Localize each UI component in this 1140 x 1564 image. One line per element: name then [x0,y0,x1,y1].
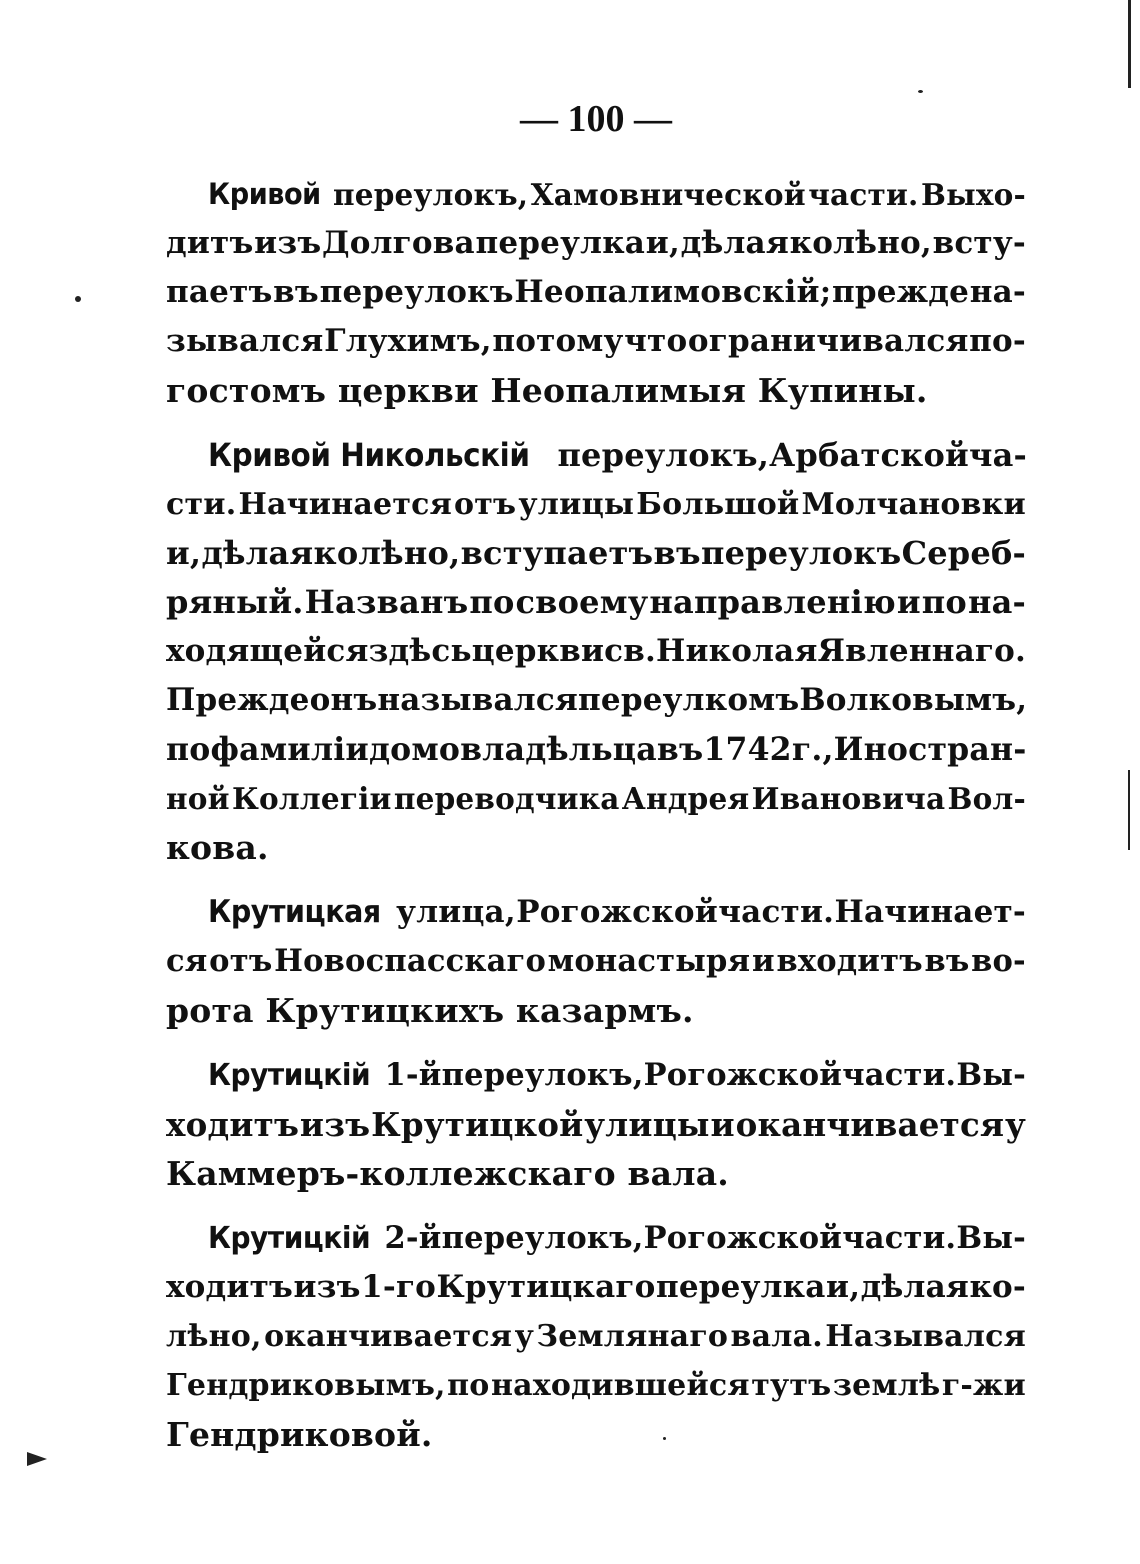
word: Волковымъ, [799,682,1028,718]
word: вала. [730,1319,823,1354]
word: части. [718,894,835,930]
word: фамиліи [210,731,369,768]
entry-line [166,219,1026,268]
entry-line-text: рота Крутицкихъ казармъ. [166,991,694,1030]
word: Глухимъ, [324,323,492,359]
word: Большой [636,487,800,522]
word: Крутицкаго [436,1269,656,1305]
word: ной [166,781,230,816]
entry-headword: Крутицкій [208,1058,371,1093]
word: лѣно, [166,1319,262,1354]
word: 1-го [361,1269,437,1305]
word: направленію [649,583,896,621]
word: дѣлая [680,225,789,261]
word: что [624,323,688,359]
word: находившейся [490,1368,750,1403]
entry-line [166,823,1026,872]
entry-headword: Кривой [208,177,321,211]
word: въ [924,943,970,979]
word: переулокъ, [441,1220,644,1256]
word: Землянаго [536,1319,729,1354]
word: части. [842,1057,957,1093]
word: по [469,583,515,621]
word: Явленнаго. [817,633,1026,669]
entry-line [166,676,1026,725]
word: и [896,583,921,621]
entry-line-text: гостомъ церкви Неопалимыя Купины. [166,371,928,410]
entry-line [166,578,1026,627]
word: домовладѣльца [368,731,657,768]
entry-first-line [166,1051,1026,1100]
word: изъ [254,225,322,261]
word: въ [653,534,701,572]
word: своему [515,583,649,621]
entry-first-line [166,1214,1026,1263]
word: Выхо- [920,177,1026,212]
word: по [447,1368,490,1403]
word: ходящейся [166,633,369,669]
word: во- [971,943,1026,979]
word: Крутицкой [371,1105,584,1144]
entry-krivoy-nikolsky [166,431,1026,872]
word: переулокъ [700,534,902,572]
word: переулка [655,1269,826,1305]
entry-krutitskaya [166,888,1026,1035]
word: 2-й [384,1220,442,1256]
word: ходитъ [166,1269,294,1305]
word: паетъ [166,274,273,310]
word: отъ [209,943,273,979]
entry-first-line [166,170,1026,219]
entry-krutitsky-1 [166,1051,1026,1198]
word: дѣлая [860,1269,969,1305]
word: 1-й [384,1057,442,1093]
word: улицы [518,487,635,522]
word: на- [967,583,1026,621]
entry-krutitsky-2 [166,1214,1026,1459]
word: сти. [166,487,237,522]
word: по [921,583,967,621]
word: Прежде [166,682,310,718]
word: ча- [968,436,1028,474]
entry-headword: Кривой Никольскій [208,436,530,474]
word: г-жи [941,1368,1026,1403]
entry-first-line [166,431,1026,480]
word: Назывался [825,1319,1026,1354]
word: землѣ [832,1368,941,1403]
entry-line [166,725,1026,774]
word: дѣлая [201,534,314,572]
page-corner-mark-icon [27,1452,47,1466]
word: Рогожской [643,1057,843,1093]
entry-headword: Крутицкій [208,1221,371,1256]
entry-line [166,627,1026,676]
word: Рогожской [643,1220,843,1256]
text-column [166,170,1026,1475]
word: переулокъ, [557,436,770,474]
word: и [751,943,775,979]
entry-line [166,937,1026,986]
entry-line [166,366,1026,415]
word: и, [645,225,680,261]
word: переулокъ [319,274,514,310]
word: по- [969,323,1026,359]
entry-line [166,317,1026,366]
entry-line [166,1361,1026,1410]
word: Хамовнической [530,177,806,212]
word: Начинается [238,487,452,522]
word: потому [492,323,624,359]
word: Вы- [956,1220,1026,1256]
word: Гендриковымъ, [166,1368,446,1403]
word: онъ [309,682,378,718]
word: Рогожской [516,894,718,930]
entry-line [166,529,1026,578]
word: 1742 [703,731,792,768]
word: колѣно, [789,225,932,261]
word: ходитъ [166,1105,300,1144]
word: по [166,731,211,768]
word: вступаетъ [460,534,654,572]
scan-edge-line [1128,770,1130,850]
word: Ивановича [751,781,946,816]
entry-first-line [166,888,1026,937]
word: тутъ [751,1368,832,1403]
entry-line [166,1410,1026,1459]
word: г., [791,731,834,768]
word: монастыря [547,943,751,979]
word: Арбатской [769,436,969,474]
word: отъ [454,487,517,522]
word: переулокъ, [441,1057,644,1093]
entry-line [166,986,1026,1035]
entry-line [166,480,1026,529]
entry-line [166,1263,1026,1312]
word: Николая [655,633,818,669]
entry-krivoy [166,170,1026,415]
word: Долгова [321,225,475,261]
word: переулокъ, [332,177,529,212]
word: зывался [166,323,324,359]
entry-line [166,1100,1026,1149]
scan-speck [918,90,923,93]
word: Сереб- [901,534,1026,572]
word: здѣсь [368,633,472,669]
word: колѣно, [313,534,461,572]
entry-line-text: Гендриковой. [166,1415,433,1454]
word: въ [273,274,319,310]
word: ряный. [166,583,304,621]
entry-line [166,1312,1026,1361]
word: Коллегіи [231,781,392,816]
word: въ [656,731,704,768]
entry-line-text: Каммеръ-коллежскаго вала. [166,1154,729,1193]
word: Молчановки [801,487,1026,522]
word: изъ [293,1269,361,1305]
word: Вол- [947,781,1026,816]
word: всту- [932,225,1026,261]
word: оканчивается [264,1319,513,1354]
word: прежде [832,274,970,310]
word: части. [842,1220,957,1256]
word: Андрея [621,781,750,816]
entry-line [166,1149,1026,1198]
word: у [1004,1105,1026,1144]
word: и [710,1105,735,1144]
word: у [514,1319,534,1354]
word: ко- [969,1269,1026,1305]
word: переводчика [393,781,620,816]
word: изъ [299,1105,371,1144]
word: Неопалимовскій; [514,274,832,310]
word: ограничивался [687,323,969,359]
word: и, [826,1269,861,1305]
scan-speck [75,296,81,302]
word: оканчивается [735,1105,1005,1144]
word: Новоспасскаго [274,943,546,979]
word: св. [604,633,656,669]
word: Вы- [956,1057,1026,1093]
word: ся [166,943,208,979]
word: и, [166,534,202,572]
word: на- [969,274,1026,310]
entry-headword: Крутицкая [208,894,381,930]
entry-line-text: кова. [166,828,269,867]
word: переулкомъ [578,682,800,718]
scan-speck [663,1437,666,1440]
word: улица, [396,894,516,930]
word: входитъ [776,943,923,979]
scan-edge-line [1128,0,1131,88]
word: дитъ [166,225,254,261]
word: Иностран- [833,731,1027,768]
page-number: — 100 — [520,98,672,140]
word: улицы [584,1105,710,1144]
entry-line [166,268,1026,317]
word: церкви [471,633,605,669]
entry-line [166,774,1026,823]
word: Названъ [304,583,469,621]
word: части. [808,177,919,212]
word: назывался [377,682,579,718]
word: переулка [475,225,646,261]
word: Начинает- [834,894,1026,930]
